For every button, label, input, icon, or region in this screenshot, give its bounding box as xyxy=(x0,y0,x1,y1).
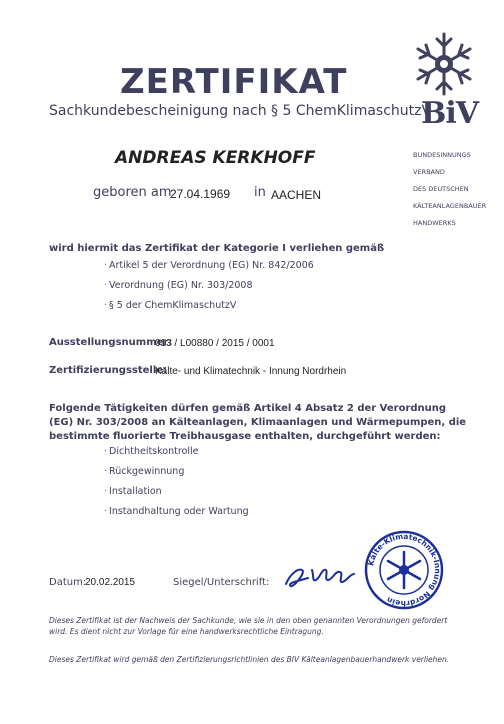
page-subtitle: Sachkundebescheinigung nach § 5 ChemKlimaschutzV xyxy=(49,103,432,119)
list-item-text: Installation xyxy=(109,486,162,497)
logo-line: KÄLTEANLAGENBAUER xyxy=(413,201,487,210)
activity-list xyxy=(104,446,249,526)
logo-line: VERBAND xyxy=(413,167,445,176)
list-item: · Dichtheitskontrolle xyxy=(104,446,199,457)
list-item-text: Verordnung (EG) Nr. 303/2008 xyxy=(109,280,253,291)
snowflake-icon xyxy=(410,30,478,98)
list-item-text: Rückgewinnung xyxy=(109,466,185,477)
born-in-label: in xyxy=(254,185,266,200)
activities-intro: Folgende Tätigkeiten dürfen gemäß Artikel 4 Absatz 2 der Verordnung (EG) Nr. 303/2008 an Kälteanlagen, Klimaanlagen und Wärmepumpen, die bestimmte fluorierte Treibhausgase enthalten, durchgeführt werden: xyxy=(49,403,467,442)
footnote-guidelines: Dieses Zertifikat wird gemäß den Zertifizierungsrichtlinien des BIV Kälteanlagenbauerhandwerk verliehen. xyxy=(49,655,450,664)
page-title: ZERTIFIKAT xyxy=(120,62,348,102)
born-city: AACHEN xyxy=(271,188,322,202)
list-item: · Artikel 5 der Verordnung (EG) Nr. 842/2006 xyxy=(104,260,314,271)
certifier-label: Zertifizierungsstelle: xyxy=(49,365,168,376)
list-item-text: Dichtheitskontrolle xyxy=(109,446,199,457)
list-item: · Installation xyxy=(104,486,162,497)
certifier-value: Kälte- und Klimatechnik - Innung Nordrhein xyxy=(155,366,347,377)
list-item: · Verordnung (EG) Nr. 303/2008 xyxy=(104,280,253,291)
regulation-list xyxy=(104,260,314,320)
holder-name: ANDREAS KERKHOFF xyxy=(115,148,316,168)
issue-number-value: 013 / L00880 / 2015 / 0001 xyxy=(155,338,275,349)
list-item-text: Artikel 5 der Verordnung (EG) Nr. 842/2006 xyxy=(109,260,314,271)
list-item-text: § 5 der ChemKlimaschutzV xyxy=(109,300,237,311)
signature-label: Siegel/Unterschrift: xyxy=(173,577,270,588)
stamp xyxy=(364,530,444,610)
stamp-text: Kälte-Klimatechnik-Innung Nordrhein xyxy=(366,531,443,609)
logo-line: DES DEUTSCHEN xyxy=(413,184,469,193)
footnote-validity: Dieses Zertifikat ist der Nachweis der Sachkunde, wie sie in den oben genannten Verordnungen gefordert wird. Es dient nicht zur Vorlage für eine handwerksrechtliche Eintragung. xyxy=(49,616,448,636)
signature xyxy=(282,560,362,592)
logo-word: BiV xyxy=(421,96,479,131)
list-item: · Rückgewinnung xyxy=(104,466,185,477)
list-item: · § 5 der ChemKlimaschutzV xyxy=(104,300,237,311)
category-intro: wird hiermit das Zertifikat der Kategorie I verliehen gemäß xyxy=(49,243,385,254)
date-label: Datum: xyxy=(49,577,87,588)
list-item-text: Instandhaltung oder Wartung xyxy=(109,506,249,517)
list-item: · Instandhaltung oder Wartung xyxy=(104,506,249,517)
born-date: 27.04.1969 xyxy=(170,187,231,201)
issue-number-label: Ausstellungsnummer: xyxy=(49,337,173,348)
logo-line: BUNDESINNUNGS xyxy=(413,150,471,159)
logo-line: HANDWERKS xyxy=(413,218,456,227)
born-label: geboren am xyxy=(93,185,172,200)
date-value: 20.02.2015 xyxy=(85,577,136,588)
logo-subtitle xyxy=(413,142,486,236)
